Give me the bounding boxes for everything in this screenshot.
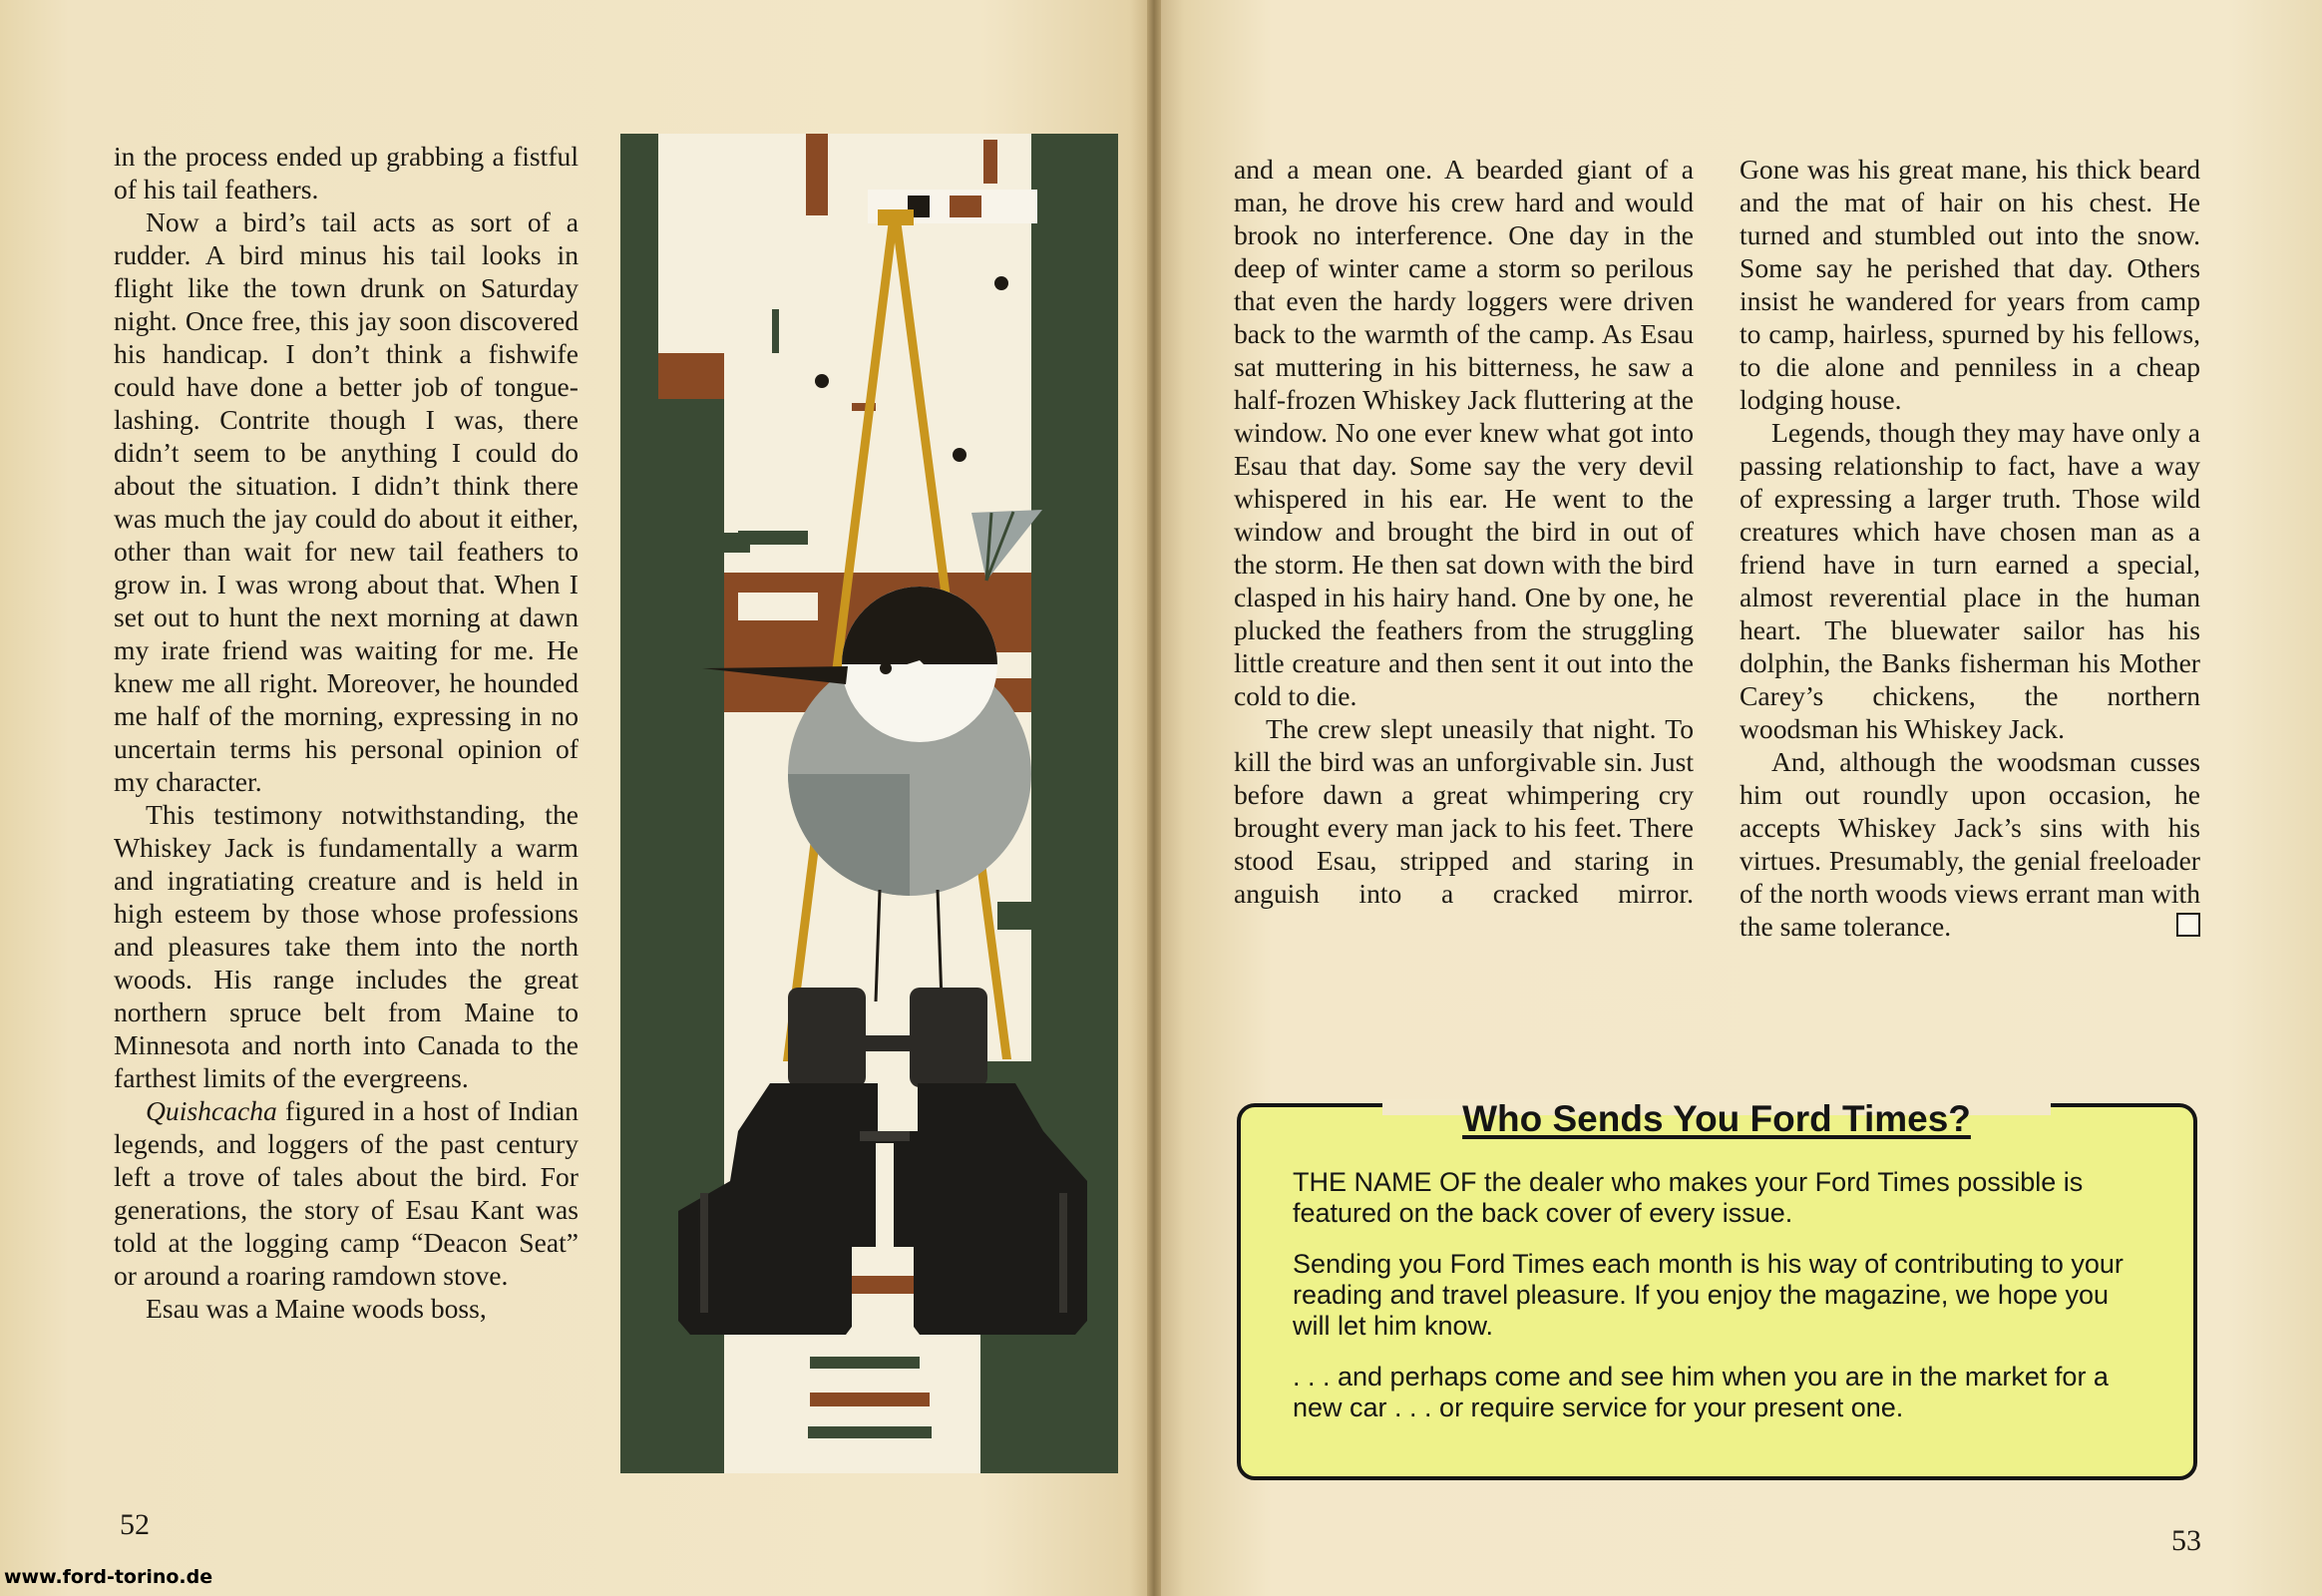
dark-mark — [997, 902, 1031, 930]
page-number: 52 — [120, 1508, 150, 1541]
flag-stripe — [950, 196, 981, 217]
dot — [953, 448, 967, 462]
right-text-column-2 — [1740, 153, 2200, 943]
strap-buckle — [878, 209, 914, 225]
promo-body — [1293, 1167, 2142, 1443]
binocular-eyepiece-right — [910, 988, 987, 1087]
paragraph — [1740, 745, 2200, 943]
paragraph: This testimony notwithstanding, the Whiskey Jack is fundamentally a warm and ingratiating creature and is held in high esteem by those whose professions and pleasures take them into the north woods. His range includes the great northern spruce belt from Maine to Minnesota and north into Canada to the farthest limits of the evergreens. — [114, 799, 579, 1093]
brown-band — [658, 353, 724, 399]
promo-paragraph: . . . and perhaps come and see him when you are in the market for a new car . . . or require service for your present one. — [1293, 1362, 2109, 1422]
binocular-bridge — [866, 1035, 910, 1051]
light-slot — [738, 593, 818, 620]
paragraph: The crew slept uneasily that night. To kill the bird was an unforgivable sin. Just before dawn a great whimpering cry brought every man jack to his feet. There stood Esau, stripped and staring in anguish into a cracked mirror. — [1234, 713, 1694, 909]
binocular-eyepiece-left — [788, 988, 866, 1087]
dark-bar — [810, 1357, 920, 1369]
end-mark-icon — [2176, 913, 2200, 937]
paragraph: Now a bird’s tail acts as sort of a rudder. A bird minus his tail looks in flight like the town drunk on Saturday night. Once free, this jay soon discovered his handicap. I don’t think a fishwife could have done a better job of tongue-lashing. Contrite though I was, there didn’t seem to be anything I could do about the situation. I didn’t think there was much the jay could do about it either, other than wait for new tail feathers to grow in. I was wrong about that. When I set out to hunt the next morning at dawn my irate friend was waiting for me. He knew me all right. Moreover, he hounded me half of the morning, expressing in no uncertain terms his personal opinion of my character. — [114, 206, 579, 797]
italic-term: Quishcacha — [146, 1095, 277, 1126]
light-slot — [724, 373, 740, 413]
bird-eye — [880, 662, 892, 674]
book-gutter — [1147, 0, 1161, 1596]
brown-post — [983, 140, 997, 184]
paragraph: in the process ended up grabbing a fistful of his tail feathers. — [114, 141, 579, 204]
brown-post — [806, 134, 828, 215]
dot — [994, 276, 1008, 290]
dark-bar — [808, 1426, 932, 1438]
promo-paragraph: Sending you Ford Times each month is his way of contributing to your reading and travel pleasure. If you enjoy the magazine, we hope you will let him know. — [1293, 1249, 2124, 1341]
paragraph: Esau was a Maine woods boss, — [146, 1293, 487, 1324]
brown-bar — [810, 1393, 930, 1406]
dark-mark — [772, 309, 779, 353]
watermark: www.ford-torino.de — [4, 1566, 213, 1588]
paragraph: and a mean one. A bearded giant of a man, he drove his crew hard and would brook no interference. One day in the deep of winter came a storm so perilous that even the hardy loggers were driven back to the warmth of the camp. As Esau sat muttering in his bitterness, he saw a half-frozen Whiskey Jack fluttering at the window. No one ever knew what got into Esau that day. Some say the very devil whispered in his ear. He went to the window and brought the bird in out of the storm. He then sat down with the bird clasped in his hairy hand. One by one, he plucked the feathers from the struggling little creature and then sent it out into the cold to die. — [1234, 154, 1694, 711]
dark-bar — [738, 531, 808, 545]
left-text-column — [114, 140, 579, 1325]
paragraph: Legends, though they may have only a passing relationship to fact, have a way of expressing a larger truth. Those wild creatures which have chosen man as a friend have in turn earned a special, almost reverential place in the human heart. The bluewater sailor has his dolphin, the Banks fisherman his Mother Carey’s chickens, the northern woodsman his Whiskey Jack. — [1740, 417, 2200, 744]
page-number: 53 — [2171, 1524, 2201, 1557]
binocular-gap — [876, 1143, 894, 1269]
promo-title: Who Sends You Ford Times? — [1382, 1099, 2051, 1139]
paragraph-text: figured in a host of Indian legends, and loggers of the past century left a trove of tales about the bird. For generations, the story of Esau Kant was told at the logging camp “Deacon Seat” or around a roaring ramdown stove. — [114, 1095, 579, 1291]
whiskey-jack-illustration — [620, 134, 1118, 1473]
dot — [815, 374, 829, 388]
paragraph: Gone was his great mane, his thick beard and the mat of hair on his chest. He turned and stumbled out into the snow. Some say he perished that day. Others insist he wandered for years from camp to camp, hairless, spurned by his fellows, to die alone and penniless in a cheap lodging house. — [1740, 154, 2200, 415]
paragraph — [114, 1094, 579, 1292]
right-text-column-1 — [1234, 153, 1694, 910]
paragraph-text: And, although the woodsman cusses him out roundly upon occasion, he accepts Whiskey Jack’s sins with his virtues. Presumably, the genial freeloader of the north woods views errant man with the same tolerance. — [1740, 746, 2200, 942]
promo-paragraph: THE NAME OF the dealer who makes your Ford Times possible is featured on the back cover of every issue. — [1293, 1167, 2084, 1228]
